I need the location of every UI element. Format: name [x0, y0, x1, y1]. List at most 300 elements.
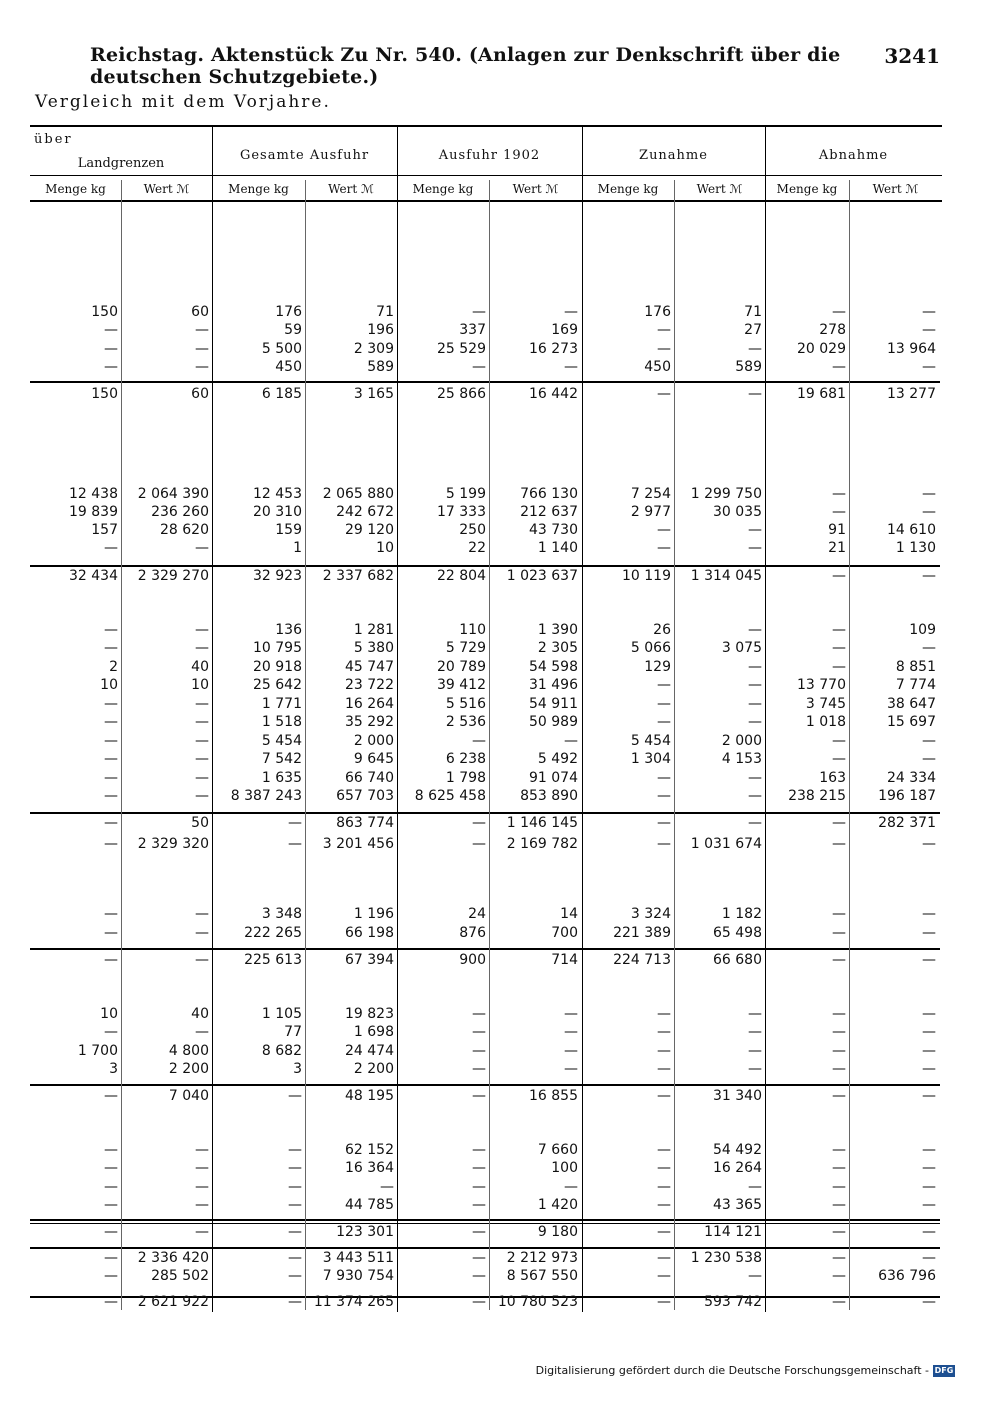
table-cell: — [832, 504, 846, 520]
table-cell: — [922, 1142, 936, 1158]
table-cell: — [472, 1294, 486, 1310]
table-cell: — [748, 1268, 762, 1284]
table-cell: — [472, 304, 486, 320]
table-cell: 2 065 880 [322, 486, 394, 502]
table-cell: 16 364 [345, 1160, 394, 1176]
table-cell: — [748, 788, 762, 804]
table-cell: — [657, 1061, 671, 1077]
table-cell: 3 165 [353, 386, 394, 402]
table-cell: — [832, 815, 846, 831]
table-cell: — [832, 622, 846, 638]
table-cell: 1 018 [805, 714, 846, 730]
table-cell: — [472, 1179, 486, 1195]
table-cell: 16 264 [345, 696, 394, 712]
table-cell: — [832, 1160, 846, 1176]
table-cell: — [472, 1061, 486, 1077]
table-cell: 242 672 [336, 504, 394, 520]
table-cell: 9 180 [537, 1224, 578, 1240]
dfg-logo-icon: DFG [934, 1365, 954, 1375]
table-cell: 221 389 [613, 925, 671, 941]
table-cell: — [657, 1006, 671, 1022]
table-cell: 20 918 [253, 659, 302, 675]
table-cell: — [832, 1197, 846, 1213]
section-rule-double [30, 1219, 940, 1221]
table-cell: 5 380 [353, 640, 394, 656]
table-cell: — [832, 304, 846, 320]
table-cell: — [195, 952, 209, 968]
table-cell: 35 292 [345, 714, 394, 730]
table-cell: — [195, 1142, 209, 1158]
subheader-wert: Wert ℳ [512, 182, 559, 196]
table-cell: 32 434 [69, 568, 118, 584]
table-cell: 7 774 [895, 677, 936, 693]
table-cell: 8 625 458 [414, 788, 486, 804]
table-cell: — [832, 1088, 846, 1104]
header-gesamte-ausfuhr: Gesamte Ausfuhr [239, 148, 370, 163]
table-cell: 25 866 [437, 386, 486, 402]
table-cell: — [922, 640, 936, 656]
table-cell: — [922, 733, 936, 749]
table-cell: 159 [275, 522, 302, 538]
table-cell: 71 [376, 304, 394, 320]
table-cell: — [380, 1179, 394, 1195]
table-cell: 5 729 [445, 640, 486, 656]
table-cell: — [657, 788, 671, 804]
header-bottom-rule [30, 200, 942, 202]
table-cell: 225 613 [244, 952, 302, 968]
table-cell: 157 [91, 522, 118, 538]
table-cell: 169 [551, 322, 578, 338]
table-cell: 3 324 [630, 906, 671, 922]
table-cell: — [104, 733, 118, 749]
header-ausfuhr-1902: Ausfuhr 1902 [438, 148, 541, 163]
table-cell: — [657, 1250, 671, 1266]
table-cell: — [832, 1268, 846, 1284]
table-cell: 282 371 [878, 815, 936, 831]
table-cell: 24 [468, 906, 486, 922]
table-cell: 14 [560, 906, 578, 922]
table-top-rule [30, 125, 942, 127]
table-cell: — [832, 640, 846, 656]
table-cell: — [748, 1179, 762, 1195]
table-cell: 2 000 [353, 733, 394, 749]
header-landgrenzen: Landgrenzen [77, 156, 165, 171]
table-cell: 16 264 [713, 1160, 762, 1176]
table-cell: 3 [109, 1061, 118, 1077]
table-cell: 2 [109, 659, 118, 675]
table-cell: 9 645 [353, 751, 394, 767]
table-cell: 285 502 [151, 1268, 209, 1284]
table-cell: 212 637 [520, 504, 578, 520]
table-cell: 39 412 [437, 677, 486, 693]
table-cell: — [832, 836, 846, 852]
section-rule [30, 948, 940, 950]
table-cell: 196 187 [878, 788, 936, 804]
table-cell: 25 529 [437, 341, 486, 357]
table-cell: — [288, 1224, 302, 1240]
table-cell: — [748, 1024, 762, 1040]
table-cell: — [195, 341, 209, 357]
table-cell: — [288, 836, 302, 852]
table-cell: 10 795 [253, 640, 302, 656]
table-cell: 1 140 [537, 540, 578, 556]
table-cell: 1 146 145 [506, 815, 578, 831]
table-cell: — [472, 1024, 486, 1040]
table-cell: — [832, 906, 846, 922]
table-cell: 31 340 [713, 1088, 762, 1104]
table-cell: 593 742 [704, 1294, 762, 1310]
table-cell: 2 337 682 [322, 568, 394, 584]
header-title: Reichstag. Aktenstück Zu Nr. 540. (Anlagen zur Denkschrift über die deutschen Schutzgebiete.) [90, 44, 841, 88]
table-cell: — [748, 540, 762, 556]
table-cell: 2 200 [168, 1061, 209, 1077]
table-cell: 5 516 [445, 696, 486, 712]
table-cell: — [922, 504, 936, 520]
table-cell: 24 474 [345, 1043, 394, 1059]
table-cell: 589 [367, 359, 394, 375]
table-cell: 3 745 [805, 696, 846, 712]
table-cell: — [832, 359, 846, 375]
table-cell: — [748, 341, 762, 357]
subheader-menge: Menge kg [412, 182, 474, 196]
table-cell: — [832, 1061, 846, 1077]
table-cell: 1 182 [721, 906, 762, 922]
table-cell: 12 453 [253, 486, 302, 502]
table-cell: — [657, 540, 671, 556]
table-cell: 5 454 [630, 733, 671, 749]
table-cell: 66 198 [345, 925, 394, 941]
table-cell: 20 310 [253, 504, 302, 520]
table-cell: 1 314 045 [690, 568, 762, 584]
table-cell: 38 647 [887, 696, 936, 712]
table-cell: — [195, 925, 209, 941]
table-cell: — [104, 770, 118, 786]
table-cell: 700 [551, 925, 578, 941]
table-cell: 450 [275, 359, 302, 375]
table-cell: 3 201 456 [322, 836, 394, 852]
table-cell: — [832, 925, 846, 941]
table-cell: — [657, 1142, 671, 1158]
subheader-menge: Menge kg [776, 182, 838, 196]
table-cell: — [564, 1061, 578, 1077]
column-rule [765, 127, 766, 1312]
table-cell: — [922, 1179, 936, 1195]
table-cell: — [657, 1088, 671, 1104]
table-cell: — [922, 1024, 936, 1040]
table-cell: 8 682 [261, 1043, 302, 1059]
page-subtitle: Vergleich mit dem Vorjahre. [35, 92, 331, 112]
table-cell: 766 130 [520, 486, 578, 502]
table-cell: 224 713 [613, 952, 671, 968]
table-cell: — [564, 733, 578, 749]
table-cell: — [195, 906, 209, 922]
table-cell: — [922, 304, 936, 320]
table-cell: — [195, 714, 209, 730]
table-cell: — [104, 322, 118, 338]
table-cell: 7 254 [630, 486, 671, 502]
table-cell: 29 120 [345, 522, 394, 538]
table-cell: — [657, 1197, 671, 1213]
table-cell: 31 496 [529, 677, 578, 693]
table-cell: 3 075 [721, 640, 762, 656]
table-cell: 10 119 [622, 568, 671, 584]
table-cell: 67 394 [345, 952, 394, 968]
table-cell: — [832, 1142, 846, 1158]
table-cell: 22 [468, 540, 486, 556]
subheader-wert: Wert ℳ [143, 182, 190, 196]
table-cell: — [748, 815, 762, 831]
table-cell: — [104, 540, 118, 556]
table-cell: — [922, 836, 936, 852]
table-cell: — [922, 568, 936, 584]
table-cell: 91 [828, 522, 846, 538]
table-cell: — [195, 1224, 209, 1240]
table-cell: 65 498 [713, 925, 762, 941]
table-cell: — [657, 386, 671, 402]
subcolumn-rule [849, 180, 850, 1310]
table-cell: — [657, 322, 671, 338]
subcolumn-rule [489, 180, 490, 1310]
table-cell: — [922, 1088, 936, 1104]
table-cell: — [657, 1024, 671, 1040]
table-cell: 2 000 [721, 733, 762, 749]
section-rule [30, 381, 940, 383]
table-cell: — [564, 1006, 578, 1022]
table-cell: — [922, 1294, 936, 1310]
table-cell: — [564, 359, 578, 375]
table-cell: — [472, 815, 486, 831]
table-cell: — [472, 1142, 486, 1158]
table-cell: — [922, 906, 936, 922]
table-cell: — [288, 1179, 302, 1195]
column-rule [582, 127, 583, 1312]
table-cell: 54 598 [529, 659, 578, 675]
table-cell: — [657, 341, 671, 357]
table-cell: 22 804 [437, 568, 486, 584]
table-cell: — [832, 733, 846, 749]
table-cell: — [922, 1250, 936, 1266]
table-cell: 20 789 [437, 659, 486, 675]
table-cell: 54 492 [713, 1142, 762, 1158]
table-cell: 13 964 [887, 341, 936, 357]
table-cell: 863 774 [336, 815, 394, 831]
header-ueber: über [34, 132, 73, 147]
table-cell: — [104, 952, 118, 968]
table-cell: 16 273 [529, 341, 578, 357]
table-cell: — [657, 696, 671, 712]
table-cell: 10 [100, 677, 118, 693]
table-cell: — [104, 815, 118, 831]
table-cell: 2 309 [353, 341, 394, 357]
table-cell: 27 [744, 322, 762, 338]
table-cell: 13 277 [887, 386, 936, 402]
table-cell: 2 169 782 [506, 836, 578, 852]
table-cell: — [472, 1250, 486, 1266]
table-cell: 1 130 [895, 540, 936, 556]
table-cell: 163 [819, 770, 846, 786]
table-cell: 1 023 637 [506, 568, 578, 584]
table-cell: 176 [275, 304, 302, 320]
table-cell: 50 989 [529, 714, 578, 730]
table-cell: — [832, 952, 846, 968]
table-cell: — [564, 304, 578, 320]
table-cell: 16 442 [529, 386, 578, 402]
table-cell: — [195, 359, 209, 375]
table-cell: 13 770 [797, 677, 846, 693]
table-cell: — [922, 359, 936, 375]
table-cell: — [104, 1179, 118, 1195]
table-cell: — [288, 815, 302, 831]
table-cell: 3 348 [261, 906, 302, 922]
table-cell: 15 697 [887, 714, 936, 730]
table-cell: 12 438 [69, 486, 118, 502]
table-cell: 636 796 [878, 1268, 936, 1284]
table-cell: — [195, 751, 209, 767]
table-cell: — [104, 751, 118, 767]
table-cell: 1 518 [261, 714, 302, 730]
table-cell: 136 [275, 622, 302, 638]
table-cell: 176 [644, 304, 671, 320]
table-cell: 10 780 523 [497, 1294, 578, 1310]
table-cell: 876 [459, 925, 486, 941]
table-cell: — [195, 1024, 209, 1040]
table-cell: — [748, 696, 762, 712]
table-cell: 11 374 265 [313, 1294, 394, 1310]
subcolumn-rule [305, 180, 306, 1310]
table-cell: 5 066 [630, 640, 671, 656]
table-cell: — [104, 1294, 118, 1310]
table-cell: — [104, 836, 118, 852]
table-cell: — [657, 1043, 671, 1059]
table-cell: — [195, 322, 209, 338]
table-cell: 62 152 [345, 1142, 394, 1158]
table-cell: — [195, 1197, 209, 1213]
table-cell: 1 031 674 [690, 836, 762, 852]
table-cell: 337 [459, 322, 486, 338]
table-cell: — [472, 1224, 486, 1240]
table-cell: — [288, 1250, 302, 1266]
table-cell: 54 911 [529, 696, 578, 712]
table-cell: 24 334 [887, 770, 936, 786]
table-cell: 50 [191, 815, 209, 831]
table-cell: 5 500 [261, 341, 302, 357]
table-cell: — [288, 1268, 302, 1284]
table-cell: 2 200 [353, 1061, 394, 1077]
table-cell: — [832, 1224, 846, 1240]
table-cell: 71 [744, 304, 762, 320]
table-cell: 60 [191, 304, 209, 320]
table-cell: — [472, 359, 486, 375]
table-cell: 7 660 [537, 1142, 578, 1158]
subcolumn-rule [674, 180, 675, 1310]
table-cell: — [922, 322, 936, 338]
table-cell: 30 035 [713, 504, 762, 520]
section-rule [30, 1084, 940, 1086]
table-cell: 45 747 [345, 659, 394, 675]
table-cell: 6 185 [261, 386, 302, 402]
subheader-menge: Menge kg [597, 182, 659, 196]
table-cell: 2 329 320 [137, 836, 209, 852]
table-cell: 23 722 [345, 677, 394, 693]
subheader-wert: Wert ℳ [872, 182, 919, 196]
table-cell: — [748, 659, 762, 675]
table-cell: — [657, 1268, 671, 1284]
table-cell: 2 212 973 [506, 1250, 578, 1266]
table-cell: — [922, 925, 936, 941]
table-cell: 10 [191, 677, 209, 693]
table-cell: 48 195 [345, 1088, 394, 1104]
table-cell: 19 839 [69, 504, 118, 520]
table-cell: — [104, 1268, 118, 1284]
table-cell: 77 [284, 1024, 302, 1040]
table-cell: — [832, 1024, 846, 1040]
table-cell: 19 681 [797, 386, 846, 402]
table-cell: 109 [909, 622, 936, 638]
table-cell: 40 [191, 659, 209, 675]
table-cell: — [832, 751, 846, 767]
table-cell: 17 333 [437, 504, 486, 520]
table-cell: — [195, 770, 209, 786]
table-cell: 7 542 [261, 751, 302, 767]
table-cell: 1 [293, 540, 302, 556]
table-cell: 714 [551, 952, 578, 968]
table-cell: 3 443 511 [322, 1250, 394, 1266]
table-cell: — [832, 1294, 846, 1310]
table-cell: 2 536 [445, 714, 486, 730]
table-cell: 6 238 [445, 751, 486, 767]
table-cell: 114 121 [704, 1224, 762, 1240]
table-cell: — [657, 815, 671, 831]
table-cell: 5 492 [537, 751, 578, 767]
table-cell: — [748, 677, 762, 693]
subcolumn-rule [121, 180, 122, 1310]
page-header [90, 40, 940, 88]
table-cell: — [195, 696, 209, 712]
column-rule [397, 127, 398, 1312]
table-cell: 59 [284, 322, 302, 338]
table-cell: — [832, 568, 846, 584]
table-cell: 4 800 [168, 1043, 209, 1059]
table-cell: 278 [819, 322, 846, 338]
table-cell: 43 730 [529, 522, 578, 538]
table-cell: 1 420 [537, 1197, 578, 1213]
table-cell: — [922, 1043, 936, 1059]
table-cell: — [104, 906, 118, 922]
table-cell: 14 610 [887, 522, 936, 538]
table-cell: 43 365 [713, 1197, 762, 1213]
table-cell: 100 [551, 1160, 578, 1176]
table-cell: — [195, 733, 209, 749]
table-cell: 657 703 [336, 788, 394, 804]
table-cell: 10 [376, 540, 394, 556]
table-cell: — [748, 714, 762, 730]
table-cell: 7 930 754 [322, 1268, 394, 1284]
table-cell: — [104, 640, 118, 656]
table-cell: — [832, 486, 846, 502]
table-cell: — [564, 1043, 578, 1059]
table-cell: 1 299 750 [690, 486, 762, 502]
table-cell: 1 635 [261, 770, 302, 786]
table-cell: — [104, 1197, 118, 1213]
table-cell: 26 [653, 622, 671, 638]
table-cell: — [657, 714, 671, 730]
table-cell: — [657, 1224, 671, 1240]
table-cell: — [832, 659, 846, 675]
table-cell: 236 260 [151, 504, 209, 520]
table-cell: — [104, 1250, 118, 1266]
table-cell: — [922, 1160, 936, 1176]
table-cell: 900 [459, 952, 486, 968]
